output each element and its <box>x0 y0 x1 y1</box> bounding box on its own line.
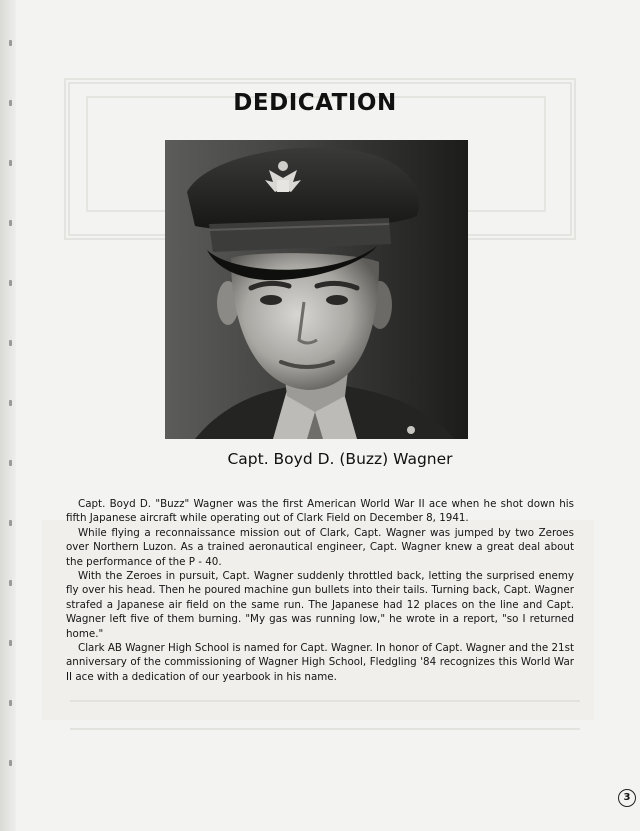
binding-hole <box>9 520 12 526</box>
binding-hole <box>9 280 12 286</box>
paragraph: While flying a reconnaissance mission out of Clark, Capt. Wagner was jumped by two Zeroes over Northern Luzon. As a trained aeronautical engineer, Capt. Wagner knew a great deal about the performance of the P - 40. <box>66 526 574 568</box>
binding-hole <box>9 580 12 586</box>
show-through-rule <box>70 700 580 730</box>
spiral-binding <box>0 0 16 831</box>
binding-hole <box>9 340 12 346</box>
binding-hole <box>9 700 12 706</box>
page-number: 3 <box>618 789 636 807</box>
portrait-photo <box>165 140 468 439</box>
binding-hole <box>9 160 12 166</box>
photo-caption: Capt. Boyd D. (Buzz) Wagner <box>227 450 453 468</box>
page-title: DEDICATION <box>233 90 397 116</box>
paragraph: Clark AB Wagner High School is named for Capt. Wagner. In honor of Capt. Wagner and the 21st anniversary of the commissioning of Wagner High School, Fledgling '84 recognizes this World War II ace with a dedication of our yearbook in his name. <box>66 642 574 683</box>
binding-hole <box>9 220 12 226</box>
binding-hole <box>9 760 12 766</box>
paragraph: Capt. Boyd D. "Buzz" Wagner was the first American World War II ace when he shot down his fifth Japanese aircraft while operating out of Clark Field on December 8, 1941. <box>66 498 574 525</box>
binding-hole <box>9 40 12 46</box>
binding-hole <box>9 400 12 406</box>
binding-hole <box>9 640 12 646</box>
dedication-text <box>66 497 574 684</box>
paragraph: With the Zeroes in pursuit, Capt. Wagner suddenly throttled back, letting the surprised enemy fly over his head. Then he poured machine gun bullets into their tails. Turning back, Capt. Wagner strafed a Japanese air field on the same run. The Japanese had 12 places on the line and Capt. Wagner left five of them burning. "My gas was running low," he wrote in a report, "so I returned home." <box>66 570 574 640</box>
